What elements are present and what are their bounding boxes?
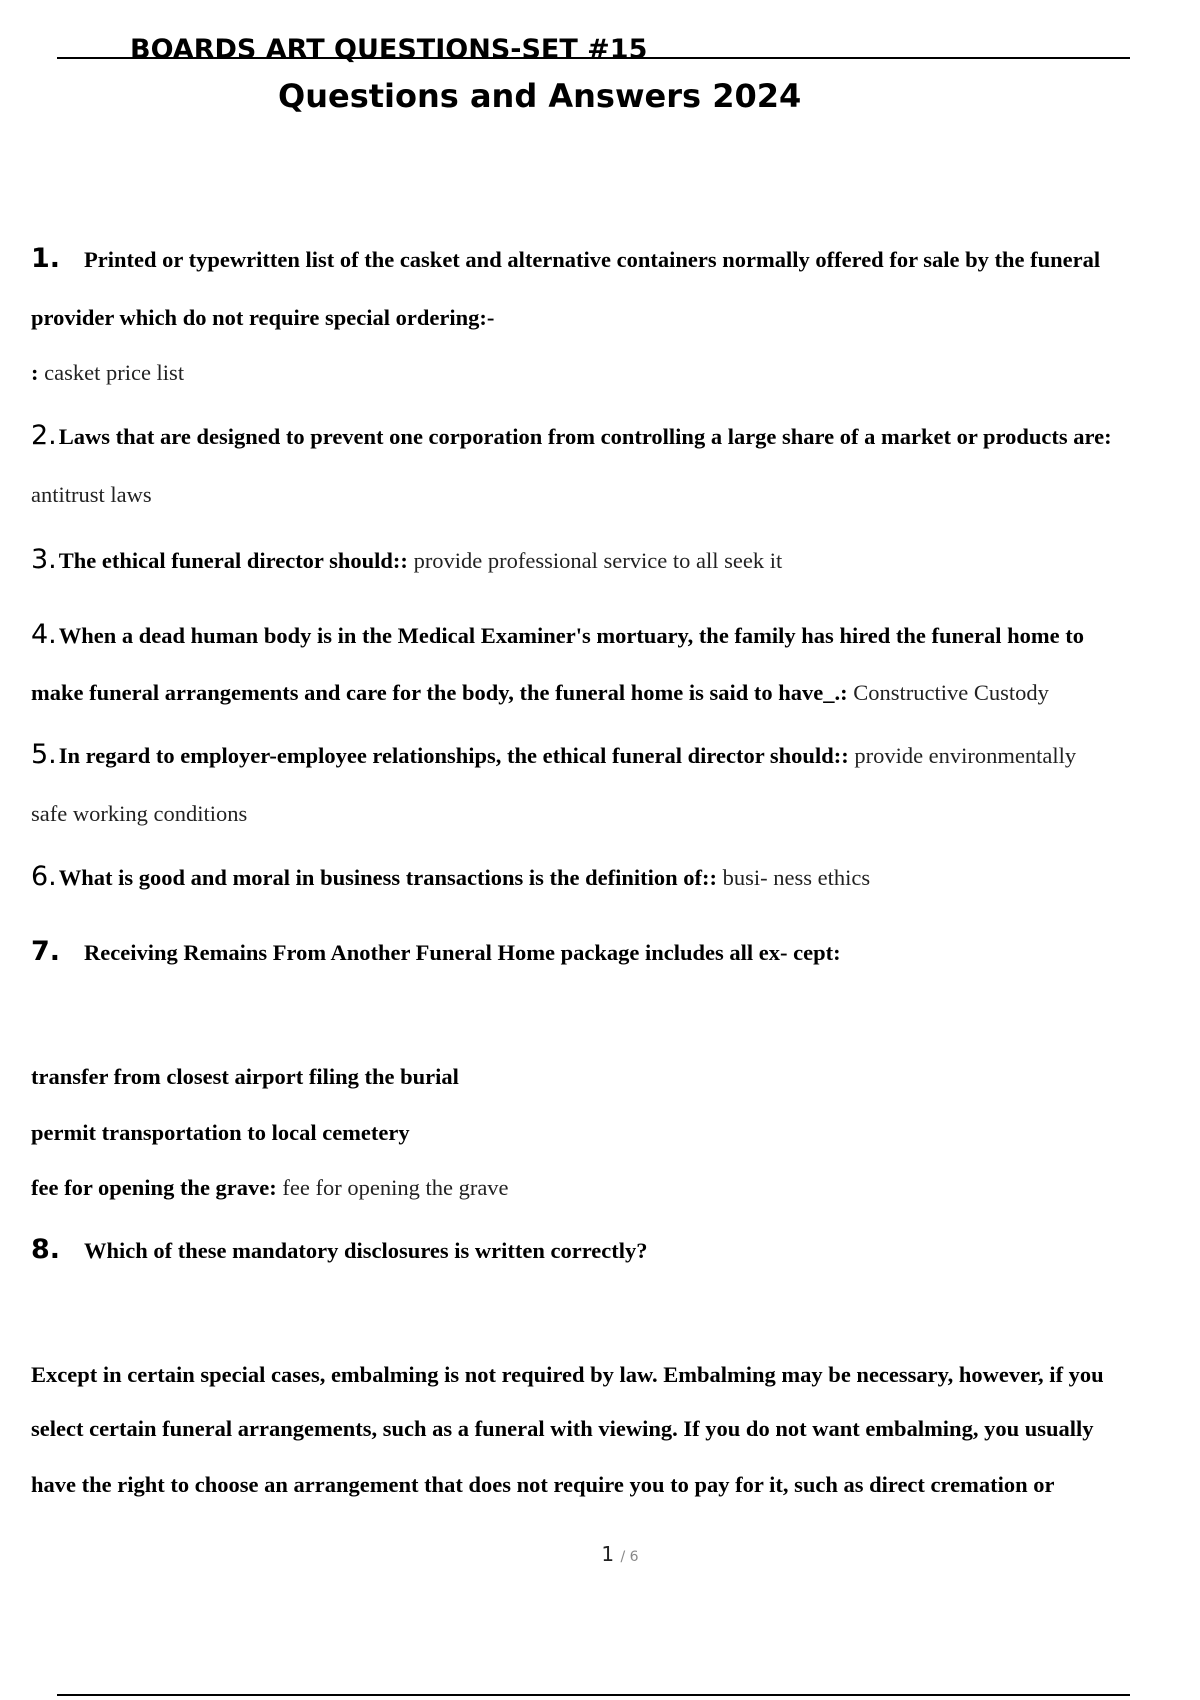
question-text: What is good and moral in business transactions is the definition of:: bbox=[58, 865, 717, 890]
disclosure-text: select certain funeral arrangements, such as a funeral with viewing. If you do not want embalming, you usually bbox=[31, 1416, 1094, 1441]
answer-2: antitrust laws bbox=[31, 482, 152, 507]
question-6 bbox=[31, 862, 870, 893]
answer-text: Constructive Custody bbox=[853, 680, 1049, 705]
question-text: Printed or typewritten list of the casket and alternative containers normally offered for sale by the funeral bbox=[84, 247, 1101, 272]
question-3 bbox=[31, 545, 782, 576]
question-number: 5. bbox=[31, 739, 57, 770]
question-8 bbox=[31, 1235, 648, 1266]
answer-text: busi- ness ethics bbox=[722, 865, 871, 890]
question-5 bbox=[31, 740, 1076, 771]
question-number: 6. bbox=[31, 861, 57, 892]
option-line: fee for opening the grave: bbox=[31, 1175, 277, 1200]
option-line: permit transportation to local cemetery bbox=[31, 1120, 410, 1145]
question-text: Receiving Remains From Another Funeral Home package includes all ex- cept: bbox=[84, 940, 841, 965]
question-text: Laws that are designed to prevent one corporation from controlling a large share of a market or products are: bbox=[58, 424, 1112, 449]
question-text: When a dead human body is in the Medical Examiner's mortuary, the family has hired the funeral home to bbox=[58, 623, 1085, 648]
question-number: 2. bbox=[31, 420, 57, 451]
disclosure-text: have the right to choose an arrangement that does not require you to pay for it, such as direct cremation or bbox=[31, 1472, 1055, 1497]
question-1 bbox=[31, 244, 1100, 275]
document-subtitle: Questions and Answers 2024 bbox=[278, 77, 802, 115]
question-number: 8. bbox=[31, 1234, 61, 1265]
answer-5-cont: safe working conditions bbox=[31, 801, 248, 826]
question-number: 3. bbox=[31, 544, 57, 575]
current-page: 1 bbox=[601, 1542, 615, 1566]
question-4 bbox=[31, 620, 1084, 651]
question-7 bbox=[31, 937, 841, 968]
answer-1 bbox=[31, 358, 184, 388]
option-line: transfer from closest airport filing the burial bbox=[31, 1064, 459, 1089]
answer-text: provide environmentally bbox=[854, 743, 1077, 768]
question-number: 7. bbox=[31, 936, 61, 967]
disclosure-text: Except in certain special cases, embalming is not required by law. Embalming may be necessary, however, if you bbox=[31, 1362, 1104, 1387]
question-text: The ethical funeral director should:: bbox=[58, 548, 408, 573]
question-4-cont bbox=[31, 678, 1049, 708]
question-text: Which of these mandatory disclosures is written correctly? bbox=[84, 1238, 648, 1263]
answer-prefix: : bbox=[31, 360, 39, 385]
question-text: make funeral arrangements and care for the body, the funeral home is said to have_.: bbox=[31, 680, 848, 705]
document-title: BOARDS ART QUESTIONS-SET #15 bbox=[130, 34, 648, 65]
total-pages: / 6 bbox=[620, 1549, 639, 1565]
answer-text: fee for opening the grave bbox=[282, 1175, 509, 1200]
answer-text: provide professional service to all seek it bbox=[413, 548, 783, 573]
answer-7 bbox=[31, 1173, 509, 1203]
question-number: 1. bbox=[31, 243, 61, 274]
page-indicator bbox=[0, 1542, 1200, 1566]
answer-text: casket price list bbox=[44, 360, 185, 385]
question-number: 4. bbox=[31, 619, 57, 650]
question-2 bbox=[31, 421, 1112, 452]
question-text: provider which do not require special ordering:- bbox=[31, 305, 495, 330]
question-1-cont bbox=[31, 303, 494, 333]
footer-rule bbox=[57, 1694, 1130, 1696]
question-text: In regard to employer-employee relationships, the ethical funeral director should:: bbox=[58, 743, 849, 768]
